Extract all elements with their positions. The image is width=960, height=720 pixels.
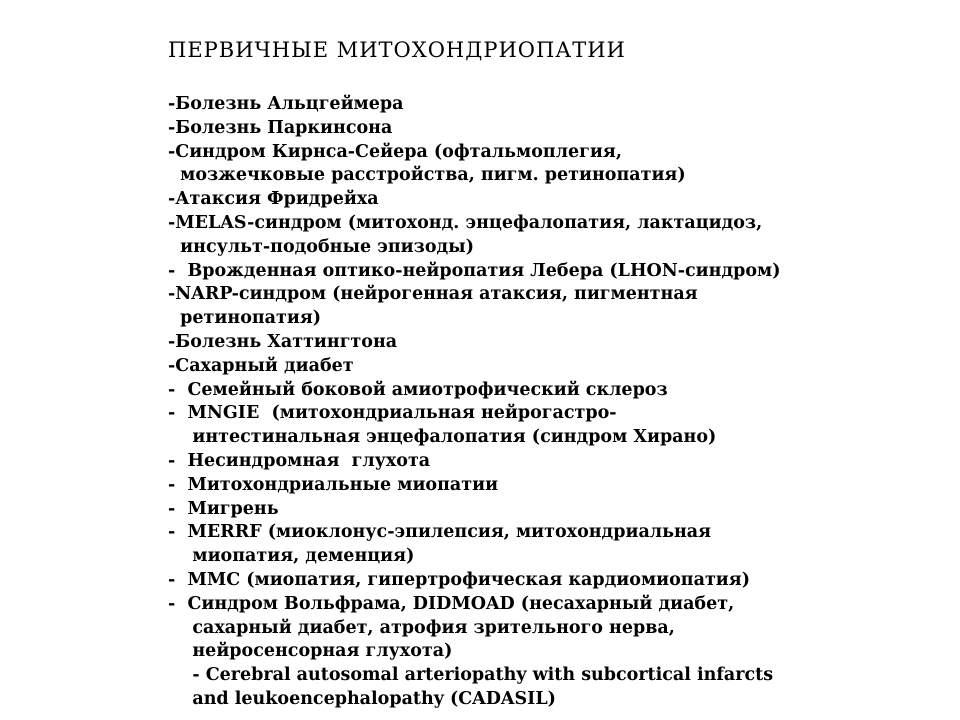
list-line: ретинопатия): [168, 308, 322, 329]
list-line: - Синдром Вольфрама, DIDMOAD (несахарный диабет,: [168, 593, 735, 614]
list-line: - MNGIE (митохондриальная нейрогастро-: [168, 403, 617, 424]
list-line: интестинальная энцефалопатия (синдром Хирано): [168, 427, 717, 448]
list-line: - Несиндромная глухота: [168, 450, 431, 471]
list-line: -MELAS-синдром (митохонд. энцефалопатия, лактацидоз,: [168, 212, 763, 233]
list-line: - Митохондриальные миопатии: [168, 474, 499, 495]
list-line: - Cerebral autosomal arteriopathy with subcortical infarcts: [168, 665, 774, 686]
list-line: -Атаксия Фридрейха: [168, 189, 379, 210]
list-line: инсульт-подобные эпизоды): [168, 236, 474, 257]
list-line: - Врожденная оптико-нейропатия Лебера (LHON-синдром): [168, 260, 781, 281]
list-line: - MMC (миопатия, гипертрофическая кардиомиопатия): [168, 569, 750, 590]
list-line: -Болезнь Хаттингтона: [168, 331, 398, 352]
list-line: - MERRF (миоклонус-эпилепсия, митохондриальная: [168, 522, 712, 543]
list-line: - Семейный боковой амиотрофический склероз: [168, 379, 668, 400]
list-line: миопатия, деменция): [168, 546, 415, 567]
list-line: -Синдром Кирнса-Сейера (офтальмоплегия,: [168, 141, 622, 162]
list-line: -Сахарный диабет: [168, 355, 354, 376]
list-line: -Болезнь Паркинсона: [168, 117, 393, 138]
list-line: and leukoencephalopathy (CADASIL): [168, 688, 556, 709]
list-line: нейросенсорная глухота): [168, 641, 453, 662]
slide-title: ПЕРВИЧНЫЕ МИТОХОНДРИОПАТИИ: [168, 38, 626, 62]
list-line: - Мигрень: [168, 498, 279, 519]
list-line: мозжечковые расстройства, пигм. ретинопатия): [168, 165, 686, 186]
disease-list: [168, 93, 928, 712]
list-line: -NARP-синдром (нейрогенная атаксия, пигментная: [168, 284, 698, 305]
list-line: -Болезнь Альцгеймера: [168, 94, 404, 114]
list-line: сахарный диабет, атрофия зрительного нерва,: [168, 617, 675, 638]
